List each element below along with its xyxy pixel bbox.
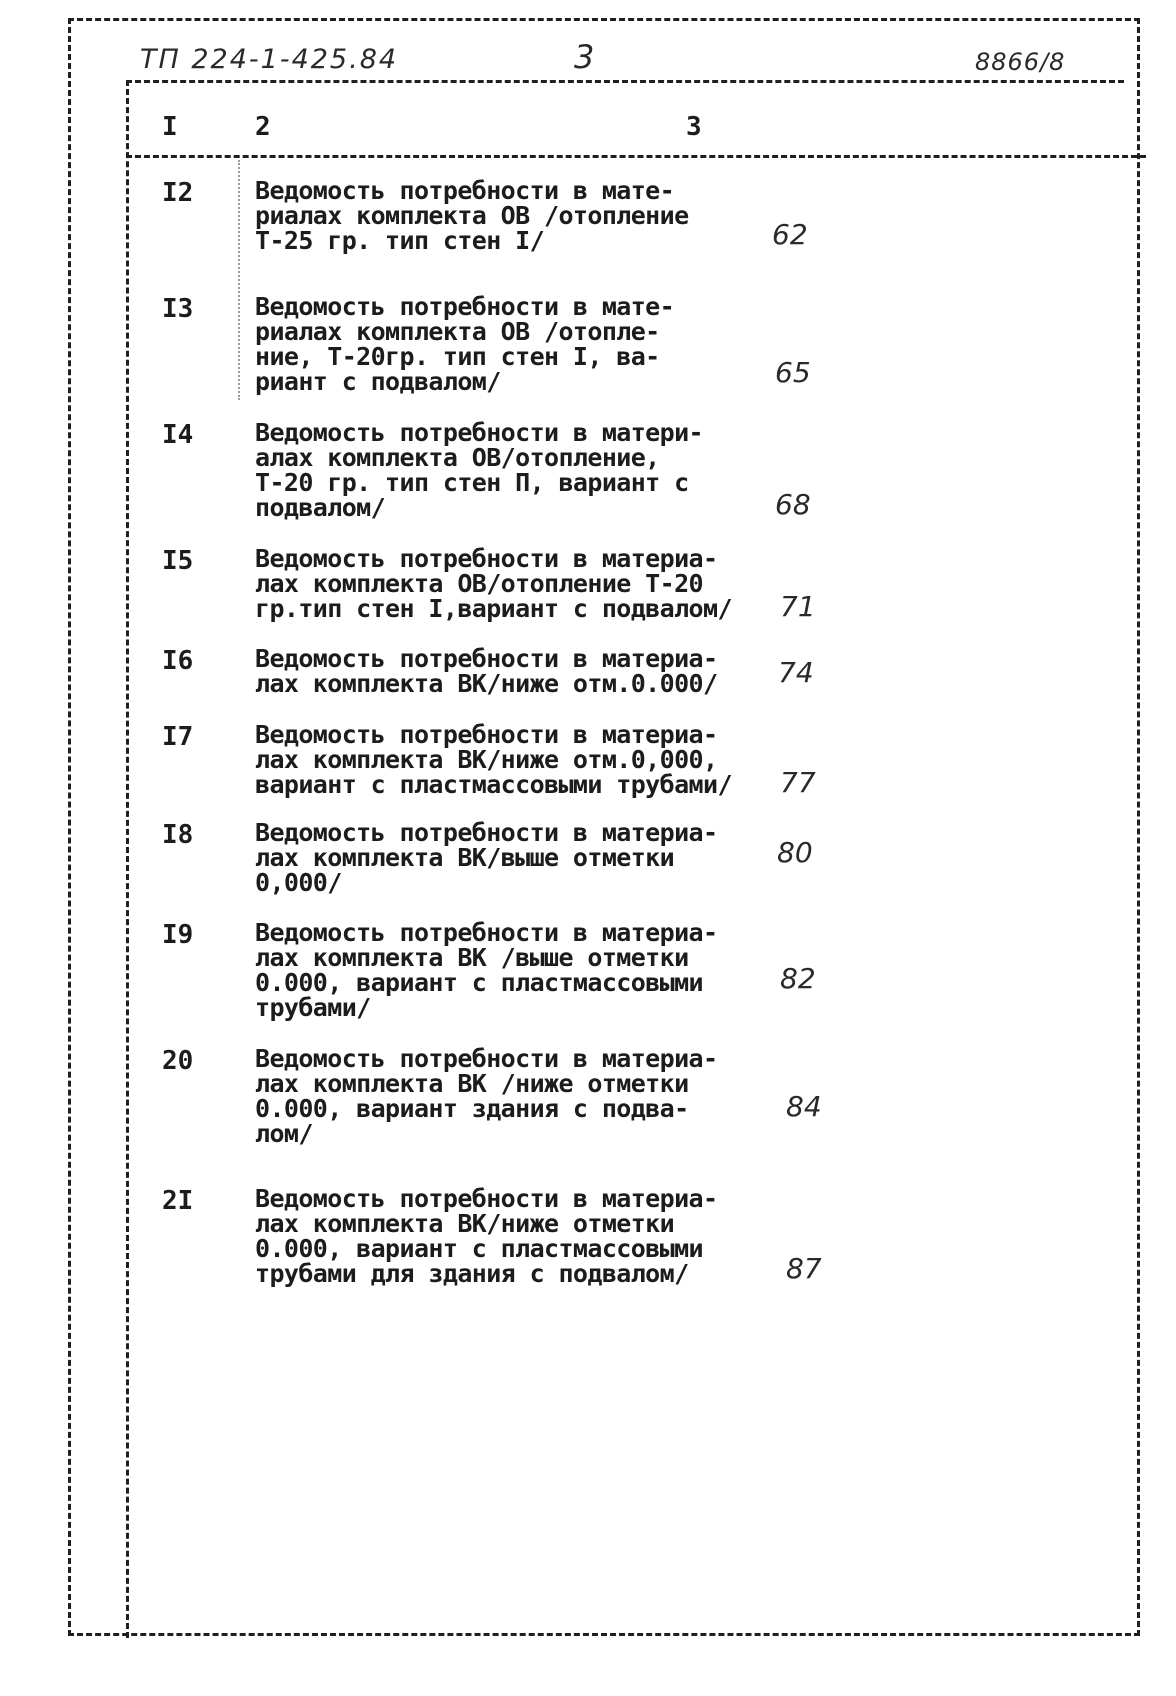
row-page: 87	[786, 1252, 822, 1285]
stamp-divider	[126, 80, 1124, 83]
row-number: I7	[162, 722, 194, 752]
row-description: Ведомость потребности в материа- лах комплекта ВК/выше отметки 0,000/	[255, 818, 718, 897]
binding-margin-line	[126, 80, 129, 1638]
column-divider	[238, 160, 240, 400]
column-header-number: I	[162, 112, 178, 142]
sheet-code: 8866/8	[975, 48, 1066, 76]
row-page: 84	[786, 1090, 822, 1123]
row-number: I9	[162, 920, 194, 950]
row-page: 65	[775, 356, 811, 389]
row-description: Ведомость потребности в мате- риалах комплекта ОВ /отопле- ние, Т-20гр. тип стен I, ва- риант с подвалом/	[255, 292, 675, 396]
column-header-page: 3	[686, 112, 702, 142]
row-page: 68	[775, 488, 811, 521]
row-page: 71	[780, 590, 816, 623]
row-number: 2I	[162, 1186, 194, 1216]
row-number: I6	[162, 646, 194, 676]
row-page: 82	[780, 962, 816, 995]
row-number: I5	[162, 546, 194, 576]
document-code: ТП 224-1-425.84	[140, 44, 399, 75]
row-page: 74	[778, 656, 814, 689]
row-description: Ведомость потребности в материа- лах комплекта ВК /выше отметки 0.000, вариант с пластмассовыми трубами/	[255, 918, 718, 1022]
row-number: I4	[162, 420, 194, 450]
row-page: 62	[772, 218, 808, 251]
row-number: I8	[162, 820, 194, 850]
row-description: Ведомость потребности в материа- лах комплекта ВК/ниже отм.0.000/	[255, 644, 718, 698]
page-number: 3	[574, 38, 595, 76]
header-divider	[126, 155, 1146, 158]
row-description: Ведомость потребности в материа- лах комплекта ОВ/отопление Т-20 гр.тип стен I,вариант с подвалом/	[255, 544, 732, 623]
row-page: 80	[777, 836, 813, 869]
row-description: Ведомость потребности в мате- риалах комплекта ОВ /отопление Т-25 гр. тип стен I/	[255, 176, 689, 255]
row-number: 20	[162, 1046, 194, 1076]
row-description: Ведомость потребности в материа- лах комплекта ВК /ниже отметки 0.000, вариант здания с подва- лом/	[255, 1044, 718, 1148]
row-number: I2	[162, 178, 194, 208]
column-header-title: 2	[255, 112, 271, 142]
row-page: 77	[780, 766, 816, 799]
row-description: Ведомость потребности в материа- лах комплекта ВК/ниже отметки 0.000, вариант с пластмассовыми трубами для здания с подвалом/	[255, 1184, 718, 1288]
row-number: I3	[162, 294, 194, 324]
row-description: Ведомость потребности в матери- алах комплекта ОВ/отопление, Т-20 гр. тип стен П, вариант с подвалом/	[255, 418, 703, 522]
row-description: Ведомость потребности в материа- лах комплекта ВК/ниже отм.0,000, вариант с пластмассовыми трубами/	[255, 720, 732, 799]
